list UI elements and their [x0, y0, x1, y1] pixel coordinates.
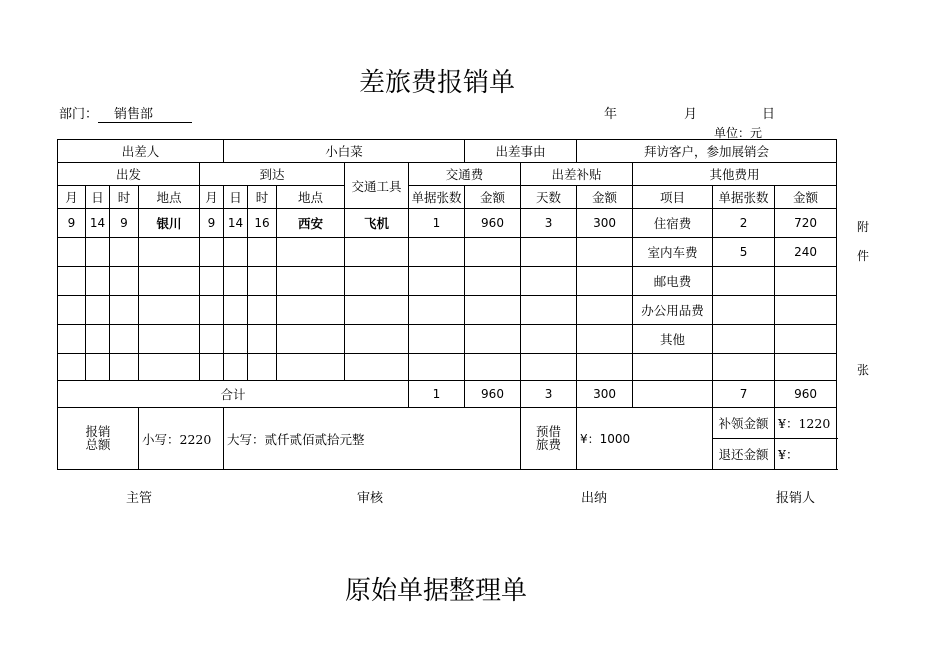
- dep-day: 14: [86, 209, 110, 238]
- transport-fee-header: 交通费: [409, 163, 521, 186]
- transport-tool-header: 交通工具: [345, 163, 409, 209]
- column-header-row: [58, 186, 837, 209]
- refund-label: 退还金额: [713, 439, 775, 470]
- traveler-value: 小白菜: [224, 140, 465, 163]
- col-dep-hour: 时: [110, 186, 139, 209]
- signature-auditor: 审核: [357, 491, 384, 506]
- depart-header: 出发: [58, 163, 200, 186]
- transport-tool: 飞机: [345, 209, 409, 238]
- arr-place: 西安: [277, 209, 345, 238]
- other-item-amount: [775, 325, 837, 354]
- table-row: [58, 296, 837, 325]
- advance-label: [521, 408, 577, 470]
- col-fee-amount: 金额: [465, 186, 521, 209]
- totals-row: [58, 381, 837, 408]
- table-row: [58, 209, 837, 238]
- unit-label: 单位：元: [714, 126, 763, 140]
- amount-big: 大写：贰仟贰佰贰拾元整: [224, 408, 521, 470]
- other-item-amount: [775, 354, 837, 381]
- col-fee-receipts: 单据张数: [409, 186, 465, 209]
- other-item-amount: [775, 296, 837, 325]
- col-arr-month: 月: [200, 186, 224, 209]
- other-item-receipts: [713, 325, 775, 354]
- other-item-receipts: [713, 267, 775, 296]
- summary-row-1: [58, 408, 837, 439]
- table-row: [58, 238, 837, 267]
- day-label: 日: [762, 107, 776, 122]
- other-item-amount: [775, 267, 837, 296]
- other-item-amount: 240: [775, 238, 837, 267]
- table-row: [58, 267, 837, 296]
- amount-small: 小写：2220: [139, 408, 224, 470]
- allowance-header: 出差补贴: [521, 163, 633, 186]
- table-row: [58, 325, 837, 354]
- col-arr-hour: 时: [248, 186, 277, 209]
- col-other-amount: 金额: [775, 186, 837, 209]
- side-char-attach: 附: [857, 220, 870, 234]
- allow-amount: 300: [577, 209, 633, 238]
- reason-label: 出差事由: [465, 140, 577, 163]
- col-arr-day: 日: [224, 186, 248, 209]
- table-row: [58, 354, 837, 381]
- other-item-receipts: 2: [713, 209, 775, 238]
- department-value: 销售部: [98, 103, 192, 123]
- col-dep-month: 月: [58, 186, 86, 209]
- total-fee-amount: 960: [465, 381, 521, 408]
- other-item-name: 邮电费: [633, 267, 713, 296]
- group-header-row: [58, 163, 837, 186]
- traveler-label: 出差人: [58, 140, 224, 163]
- reimburse-label-1: 报销: [85, 424, 111, 439]
- advance-value: ¥：1000: [577, 408, 713, 470]
- department-field: [59, 103, 192, 123]
- signature-cashier: 出纳: [581, 491, 608, 506]
- other-item-name: 其他: [633, 325, 713, 354]
- col-other-receipts: 单据张数: [713, 186, 775, 209]
- other-item-amount: 720: [775, 209, 837, 238]
- form-title: 差旅费报销单: [359, 68, 516, 98]
- other-item-name: 住宿费: [633, 209, 713, 238]
- arr-month: 9: [200, 209, 224, 238]
- department-label: 部门：: [59, 107, 99, 122]
- total-other-amount: 960: [775, 381, 837, 408]
- arr-day: 14: [224, 209, 248, 238]
- advance-label-2: 旅费: [536, 437, 562, 452]
- other-item-name: 办公用品费: [633, 296, 713, 325]
- refund-value: ¥：: [775, 439, 837, 470]
- expense-table: [57, 139, 837, 470]
- fee-amount: 960: [465, 209, 521, 238]
- dep-place: 银川: [139, 209, 200, 238]
- supplement-label: 补领金额: [713, 408, 775, 439]
- side-char-sheet: 张: [857, 363, 870, 377]
- allow-days: 3: [521, 209, 577, 238]
- second-title: 原始单据整理单: [345, 576, 528, 606]
- signature-claimant: 报销人: [776, 491, 816, 506]
- fee-receipts: 1: [409, 209, 465, 238]
- info-row: [58, 140, 837, 163]
- reimburse-label-2: 总额: [85, 437, 111, 452]
- month-label: 月: [684, 107, 698, 122]
- other-item-receipts: [713, 354, 775, 381]
- total-other-receipts: 7: [713, 381, 775, 408]
- reimburse-total-label: [58, 408, 139, 470]
- total-fee-receipts: 1: [409, 381, 465, 408]
- year-label: 年: [604, 107, 618, 122]
- col-dep-place: 地点: [139, 186, 200, 209]
- other-item-receipts: 5: [713, 238, 775, 267]
- col-dep-day: 日: [86, 186, 110, 209]
- col-allow-amount: 金额: [577, 186, 633, 209]
- other-item-name: 室内车费: [633, 238, 713, 267]
- total-allow-amount: 300: [577, 381, 633, 408]
- side-char-piece: 件: [857, 249, 870, 263]
- other-fee-header: 其他费用: [633, 163, 837, 186]
- supplement-value: ¥：1220: [775, 408, 837, 439]
- dep-month: 9: [58, 209, 86, 238]
- totals-label: 合计: [58, 381, 409, 408]
- reason-value: 拜访客户，参加展销会: [577, 140, 837, 163]
- col-arr-place: 地点: [277, 186, 345, 209]
- other-item-name: [633, 354, 713, 381]
- total-allow-days: 3: [521, 381, 577, 408]
- arr-hour: 16: [248, 209, 277, 238]
- col-allow-days: 天数: [521, 186, 577, 209]
- signature-supervisor: 主管: [126, 491, 153, 506]
- other-item-receipts: [713, 296, 775, 325]
- dep-hour: 9: [110, 209, 139, 238]
- arrive-header: 到达: [200, 163, 345, 186]
- col-other-item: 项目: [633, 186, 713, 209]
- advance-label-1: 预借: [536, 424, 562, 439]
